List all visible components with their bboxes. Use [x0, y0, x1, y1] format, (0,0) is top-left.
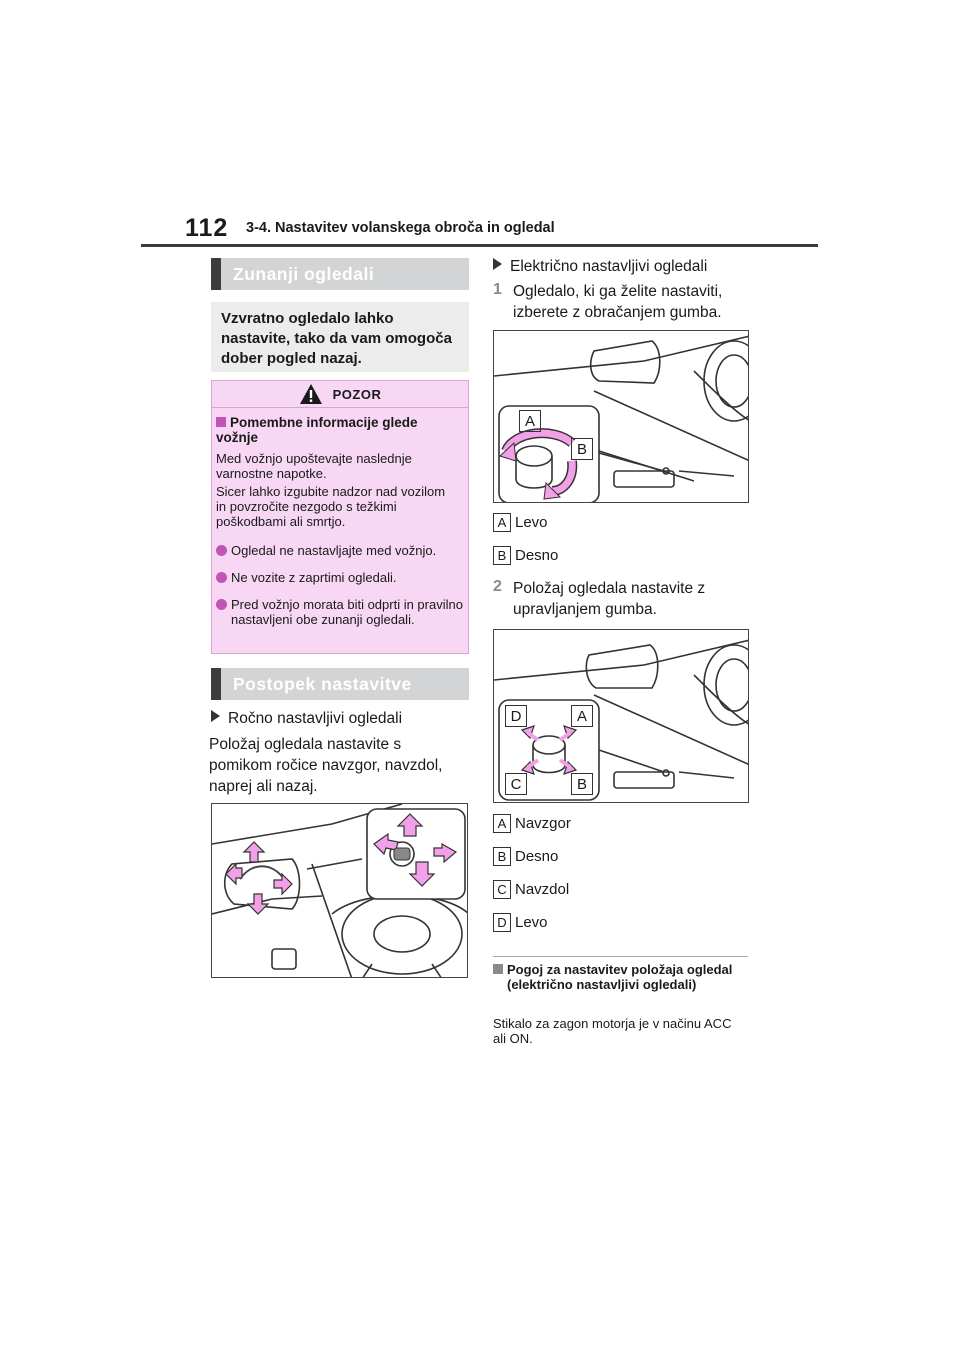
manual-text: Položaj ogledala nastavite s pomikom ročice navzgor, navzdol, naprej ali nazaj. — [209, 736, 443, 795]
legend-text: Desno — [515, 848, 559, 865]
figure-mirror-select — [493, 330, 749, 503]
caution-bullet-text: Pred vožnjo morata biti odprti in pravilno nastavljeni obe zunanji ogledali. — [231, 597, 463, 627]
legend-text: Desno — [515, 547, 559, 564]
step-2-text: Položaj ogledala nastavite z upravljanjem gumba. — [513, 580, 706, 618]
step-1-text: Ogledalo, ki ga želite nastaviti, izberete z obračanjem gumba. — [513, 283, 723, 321]
caution-bullet-text: Ne vozite z zaprtimi ogledali. — [231, 570, 397, 585]
manual-heading — [211, 708, 402, 729]
square-bullet-icon — [216, 417, 226, 427]
legend-item — [493, 880, 569, 899]
caution-para-2: Sicer lahko izgubite nadzor nad vozilom in povzročite nezgodo s težkimi poškodbami ali smrtjo. — [216, 484, 446, 529]
header-rule — [141, 244, 818, 247]
condition-title — [493, 962, 742, 992]
figure-label-b — [571, 773, 597, 795]
legend-key: D — [493, 913, 511, 932]
step-number: 1 — [493, 281, 502, 298]
mirror-adjust-illustration — [494, 630, 749, 803]
caution-subhead — [216, 415, 456, 445]
label-box: B — [571, 438, 593, 460]
electric-heading-text: Električno nastavljivi ogledali — [510, 258, 708, 275]
caution-bullet-text: Ogledal ne nastavljajte med vožnjo. — [231, 543, 437, 558]
caution-para-1: Med vožnjo upoštevajte naslednje varnostne napotke. — [216, 451, 412, 481]
figure-label-d — [505, 705, 531, 727]
legend-key: B — [493, 546, 511, 565]
step-number: 2 — [493, 578, 502, 595]
label-box: A — [571, 705, 593, 727]
legend-item — [493, 913, 548, 932]
dot-bullet-icon — [216, 599, 227, 610]
caution-bullet — [216, 543, 466, 558]
legend-key: A — [493, 513, 511, 532]
label-box: A — [519, 410, 541, 432]
legend-text: Levo — [515, 914, 548, 931]
legend-key: B — [493, 847, 511, 866]
figure-label-b — [571, 438, 597, 460]
triangle-bullet-icon — [493, 258, 502, 270]
manual-mirror-illustration — [212, 804, 468, 978]
caution-box — [211, 380, 469, 654]
figure-manual-mirror — [211, 803, 468, 978]
dot-bullet-icon — [216, 545, 227, 556]
legend-text: Navzdol — [515, 881, 570, 898]
label-box: D — [505, 705, 527, 727]
figure-label-a — [519, 410, 545, 432]
triangle-bullet-icon — [211, 710, 220, 722]
dot-bullet-icon — [216, 572, 227, 583]
legend-text: Navzgor — [515, 815, 571, 832]
legend-key: A — [493, 814, 511, 833]
section-heading-outer-mirrors — [211, 258, 469, 290]
section-heading-text: Zunanji ogledali — [233, 263, 375, 284]
warning-icon — [299, 383, 323, 405]
manual-heading-text: Ročno nastavljivi ogledali — [228, 710, 403, 727]
legend-item — [493, 513, 548, 532]
section-heading-text: Postopek nastavitve — [233, 673, 412, 694]
caution-bullet — [216, 597, 467, 627]
caution-title: POZOR — [332, 386, 382, 402]
figure-label-a — [571, 705, 597, 727]
figure-mirror-adjust — [493, 629, 749, 803]
divider — [493, 956, 748, 957]
legend-key: C — [493, 880, 511, 899]
legend-item — [493, 814, 571, 833]
caution-header — [212, 381, 468, 408]
caution-bullet — [216, 570, 466, 585]
condition-title-text: Pogoj za nastavitev položaja ogledal (električno nastavljivi ogledali) — [507, 962, 733, 992]
figure-label-c — [505, 773, 531, 795]
condition-text: Stikalo za zagon motorja je v načinu ACC ali ON. — [493, 1016, 732, 1046]
page-number: 112 — [185, 214, 229, 242]
intro-box: Vzvratno ogledalo lahko nastavite, tako da vam omogoča dober pogled nazaj. — [211, 302, 469, 372]
chapter-title: 3-4. Nastavitev volanskega obroča in ogledal — [246, 220, 555, 236]
label-box: C — [505, 773, 527, 795]
label-box: B — [571, 773, 593, 795]
legend-item — [493, 847, 558, 866]
electric-heading — [493, 256, 707, 277]
caution-subhead-text: Pomembne informacije glede vožnje — [216, 415, 418, 445]
square-bullet-icon — [493, 964, 503, 974]
legend-text: Levo — [515, 514, 548, 531]
section-heading-procedure — [211, 668, 469, 700]
legend-item — [493, 546, 558, 565]
